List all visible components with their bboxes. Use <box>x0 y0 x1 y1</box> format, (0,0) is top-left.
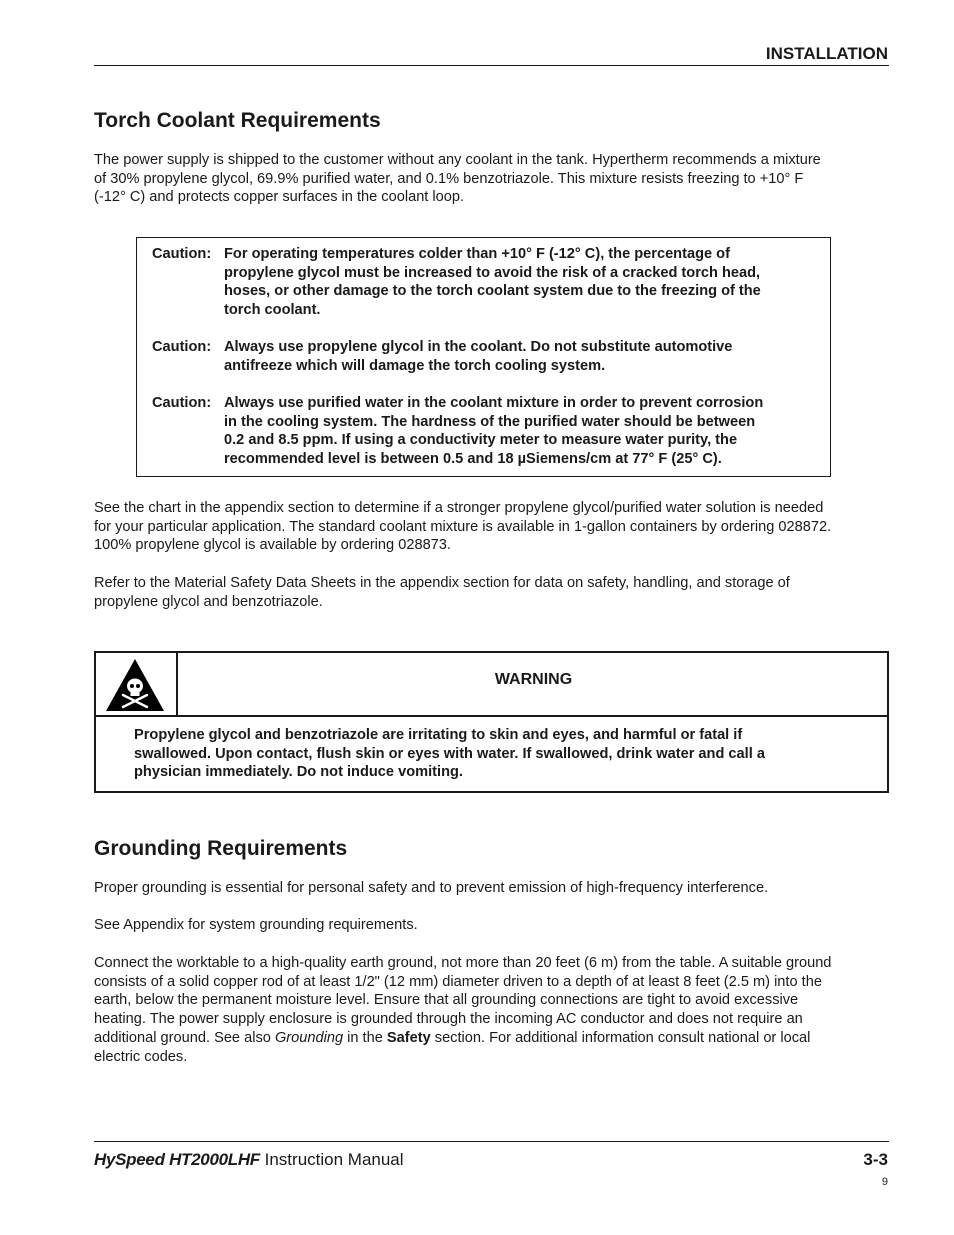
poison-skull-crossbones-icon <box>104 657 166 713</box>
header-rule <box>94 65 889 66</box>
text-line: (-12° C) and protects copper surfaces in the coolant loop. <box>94 189 465 206</box>
grounding-paragraph-2: See Appendix for system grounding requirements. <box>94 917 418 933</box>
torch-coolant-heading: Torch Coolant Requirements <box>94 109 381 132</box>
footer-rule <box>94 1141 889 1142</box>
caution-item <box>152 338 820 375</box>
grounding-heading: Grounding Requirements <box>94 837 348 860</box>
warning-divider <box>96 715 887 717</box>
footer-manual-title <box>94 1150 404 1170</box>
caution-line: recommended level is between 0.5 and 18 µSiemens/cm at 77° F (25° C). <box>224 451 722 468</box>
manual-label: Instruction Manual <box>259 1150 404 1169</box>
text-run: in the <box>343 1029 387 1046</box>
text-run: additional ground. See also <box>94 1029 275 1046</box>
grounding-reference: Grounding <box>274 1029 344 1046</box>
torch-intro-paragraph <box>94 151 894 207</box>
text-line: electric codes. <box>94 1048 188 1065</box>
caution-line: hoses, or other damage to the torch coolant system due to the freezing of the <box>224 283 761 300</box>
text-line: 100% propylene glycol is available by ordering 028873. <box>94 537 451 554</box>
caution-line: 0.2 and 8.5 ppm. If using a conductivity meter to measure water purity, the <box>224 432 738 449</box>
caution-label: Caution: <box>152 339 212 355</box>
text-line: propylene glycol and benzotriazole. <box>94 593 323 610</box>
text-line: heating. The power supply enclosure is grounded through the incoming AC conductor and does not require an <box>94 1011 803 1028</box>
warning-title: WARNING <box>494 671 573 688</box>
product-name: HySpeed HT2000LHF <box>94 1150 260 1169</box>
text-line: of 30% propylene glycol, 69.9% purified water, and 0.1% benzotriazole. This mixture resists freezing to +10° F <box>94 170 804 187</box>
text-line <box>94 1029 914 1048</box>
warning-icon-cell <box>96 653 178 717</box>
page-number: 3-3 <box>863 1150 888 1169</box>
caution-line: antifreeze which will damage the torch cooling system. <box>224 357 606 374</box>
grounding-paragraph-3 <box>94 954 914 1066</box>
caution-line: propylene glycol must be increased to avoid the risk of a cracked torch head, <box>224 264 761 281</box>
safety-reference: Safety <box>386 1029 431 1046</box>
caution-line: in the cooling system. The hardness of the purified water should be between <box>224 413 756 430</box>
caution-line: Always use propylene glycol in the coolant. Do not substitute automotive <box>224 339 733 355</box>
caution-item <box>152 394 820 469</box>
caution-line: For operating temperatures colder than +10° F (-12° C), the percentage of <box>224 246 730 262</box>
appendix-chart-paragraph <box>94 499 914 555</box>
text-line: Refer to the Material Safety Data Sheets in the appendix section for data on safety, handling, and storage of <box>94 575 790 591</box>
text-line: Connect the worktable to a high-quality earth ground, not more than 20 feet (6 m) from the table. A suitable ground <box>94 955 832 971</box>
grounding-paragraph-1: Proper grounding is essential for personal safety and to prevent emission of high-frequency interference. <box>94 880 769 896</box>
caution-line: Always use purified water in the coolant mixture in order to prevent corrosion <box>224 395 764 411</box>
caution-box <box>136 237 831 477</box>
text-line: The power supply is shipped to the customer without any coolant in the tank. Hypertherm recommends a mixture <box>94 152 821 168</box>
caution-label: Caution: <box>152 395 212 411</box>
text-line: See the chart in the appendix section to determine if a stronger propylene glycol/purified water solution is needed <box>94 500 824 516</box>
section-header: INSTALLATION <box>765 44 888 63</box>
text-line: for your particular application. The standard coolant mixture is available in 1-gallon containers by ordering 028872. <box>94 518 832 535</box>
warning-text <box>134 726 827 782</box>
caution-item <box>152 245 820 320</box>
warning-line: physician immediately. Do not induce vomiting. <box>134 764 463 781</box>
warning-line: swallowed. Upon contact, flush skin or eyes with water. If swallowed, drink water and call a <box>134 745 765 762</box>
caution-line: torch coolant. <box>224 302 321 319</box>
text-line: earth, below the permanent moisture level. Ensure that all grounding connections are tight to avoid excessive <box>94 992 799 1009</box>
warning-line: Propylene glycol and benzotriazole are irritating to skin and eyes, and harmful or fatal if <box>134 727 743 743</box>
text-run: section. For additional information consult national or local <box>430 1029 811 1046</box>
text-line: consists of a solid copper rod of at least 1/2" (12 mm) diameter driven to a depth of at least 8 feet (2.5 m) into the <box>94 973 822 990</box>
warning-box <box>94 651 889 793</box>
sheet-number: 9 <box>881 1176 888 1188</box>
msds-paragraph <box>94 574 894 611</box>
caution-label: Caution: <box>152 246 212 262</box>
